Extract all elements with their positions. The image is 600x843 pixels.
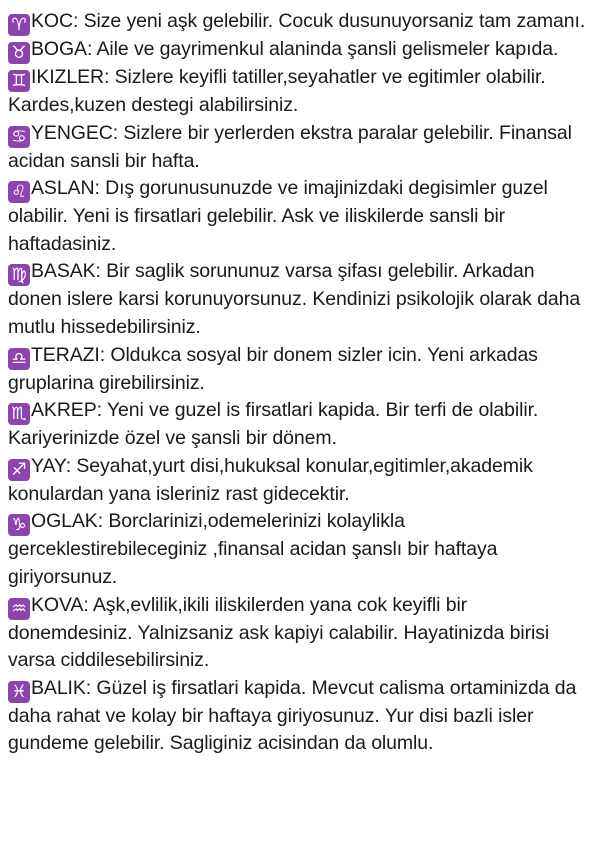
pisces-icon: ♓: [8, 681, 30, 703]
entry-text: OGLAK: Borclarinizi,odemelerinizi kolaylikla gerceklestirebileceginiz ,finansal acidan şanslı bir haftaya giriyorsunuz.: [8, 510, 498, 588]
horoscope-entry-cancer: [8, 120, 592, 176]
entry-text: BALIK: Güzel iş firsatlari kapida. Mevcut calisma ortaminizda da daha rahat ve kolay bir haftaya giriyosunuz. Yur disi bazli isler gundeme gelebilir. Sagliginiz acisindan da olumlu.: [8, 676, 577, 755]
entry-text: KOVA: Aşk,evlilik,ikili iliskilerden yana cok keyifli bir donemdesiniz. Yalnizsaniz ask kapiyi calabilir. Hayatinizda birisi varsa ciddilesebilirsiniz.: [8, 593, 550, 672]
entry-text: IKIZLER: Sizlere keyifli tatiller,seyahatler ve egitimler olabilir. Kardes,kuzen destegi alabilirsiniz.: [8, 66, 546, 116]
capricorn-icon: ♑: [8, 514, 30, 536]
aquarius-icon: ♒: [8, 598, 30, 620]
horoscope-entry-taurus: [8, 36, 592, 64]
horoscope-entry-leo: [8, 175, 592, 258]
taurus-icon: ♉: [8, 42, 30, 64]
horoscope-entry-gemini: [8, 64, 592, 120]
entry-text: BOGA: Aile ve gayrimenkul alaninda şansli gelismeler kapıda.: [31, 38, 559, 60]
leo-icon: ♌: [8, 181, 30, 203]
entry-text: TERAZI: Oldukca sosyal bir donem sizler icin. Yeni arkadas gruplarina girebilirsiniz.: [8, 343, 538, 394]
entry-text: ASLAN: Dış gorunusunuzde ve imajinizdaki degisimler guzel olabilir. Yeni is firsatlari gelebilir. Ask ve iliskilerde sansli bir haftadasiniz.: [8, 177, 548, 255]
cancer-icon: ♋: [8, 126, 30, 148]
horoscope-entry-libra: [8, 342, 592, 398]
entry-text: AKREP: Yeni ve guzel is firsatlari kapida. Bir terfi de olabilir. Kariyerinizde özel ve şansli bir dönem.: [8, 399, 539, 450]
horoscope-entry-sagittarius: [8, 453, 592, 509]
entry-text: YAY: Seyahat,yurt disi,hukuksal konular,egitimler,akademik konulardan yana isleriniz rast gidecektir.: [8, 454, 533, 505]
entry-text: KOC: Size yeni aşk gelebilir. Cocuk dusunuyorsaniz tam zamanı.: [31, 10, 586, 32]
libra-icon: ♎: [8, 348, 30, 370]
virgo-icon: ♍: [8, 264, 30, 286]
entry-text: YENGEC: Sizlere bir yerlerden ekstra paralar gelebilir. Finansal acidan sansli bir hafta.: [8, 121, 572, 172]
entry-text: BASAK: Bir saglik sorununuz varsa şifası gelebilir. Arkadan donen islere karsi korunuyorsunuz. Kendinizi psikolojik olarak daha mutlu hissedebilirsiniz.: [8, 260, 581, 338]
gemini-icon: ♊: [8, 70, 30, 92]
horoscope-entry-pisces: [8, 675, 592, 758]
aries-icon: ♈: [8, 14, 30, 36]
horoscope-entry-capricorn: [8, 508, 592, 591]
horoscope-entry-aquarius: [8, 592, 592, 675]
sagittarius-icon: ♐: [8, 459, 30, 481]
horoscope-entry-scorpio: [8, 397, 592, 453]
scorpio-icon: ♏: [8, 403, 30, 425]
horoscope-entry-aries: [8, 8, 592, 36]
horoscope-entry-virgo: [8, 258, 592, 341]
